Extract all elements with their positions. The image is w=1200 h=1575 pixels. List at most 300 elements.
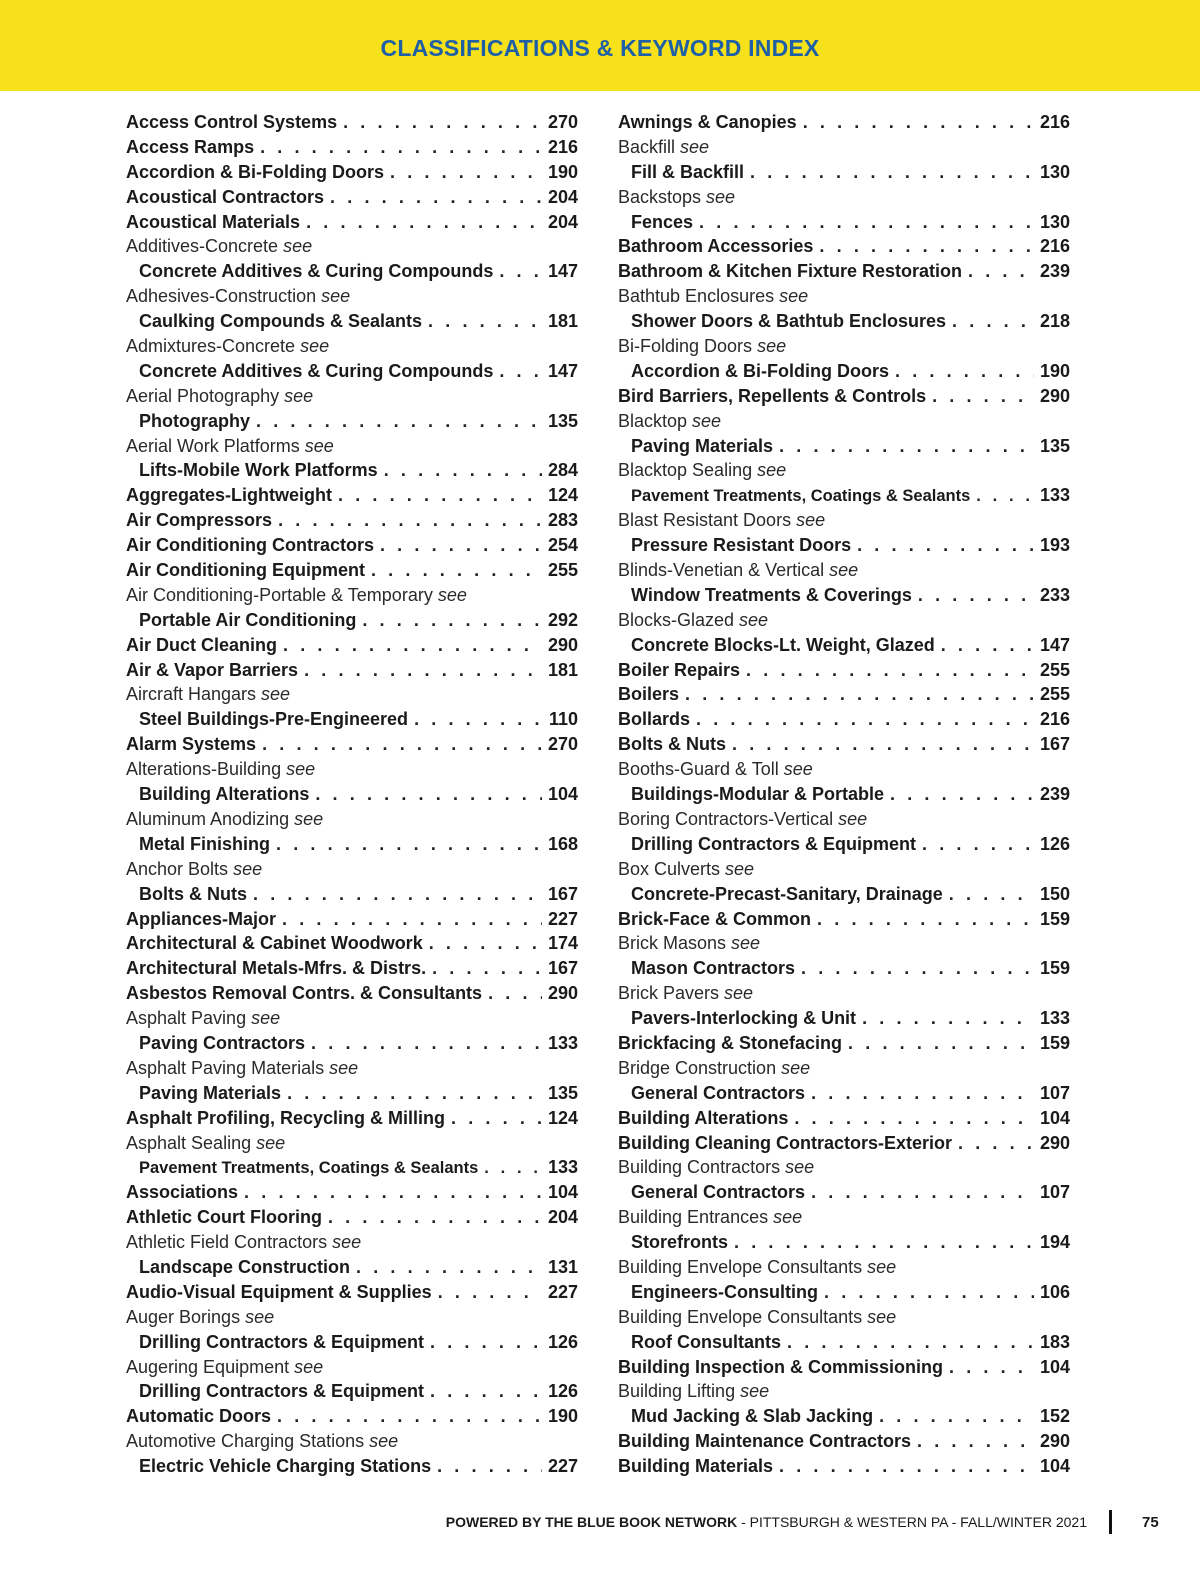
page-ref: 290 [1039,385,1070,406]
page-ref: 239 [1039,261,1070,282]
entry-label: Fill & Backfill [631,161,745,182]
index-entry [618,732,1070,757]
see-reference: see [300,336,330,357]
index-entry [126,1131,578,1156]
index-entry [126,1031,578,1056]
entry-label: Storefronts [631,1232,729,1253]
entry-label: Fences [631,211,694,232]
page-ref: 190 [547,161,578,182]
entry-label: Air Compressors [126,510,273,531]
page-ref: 104 [1039,1107,1070,1128]
page-ref: 126 [547,1331,578,1352]
page-ref: 133 [1039,1008,1070,1029]
entry-label: Pavement Treatments, Coatings & Sealants [631,487,971,506]
dot-leader [304,658,542,683]
dot-leader [384,458,542,483]
index-entry [618,434,1070,459]
dot-leader [380,533,542,558]
entry-label: Access Control Systems [126,112,338,132]
see-reference: see [692,410,722,431]
entry-label: Mason Contractors [631,958,796,979]
dot-leader [282,907,542,932]
entry-label: Landscape Construction [139,1256,351,1277]
page-ref: 104 [1039,1356,1070,1377]
entry-label: Pavers-Interlocking & Unit [631,1008,857,1029]
entry-label: Building Alterations [618,1107,789,1128]
index-entry [126,1056,578,1081]
entry-label: Building Materials [618,1456,774,1477]
entry-label: Architectural & Cabinet Woodwork [126,933,423,954]
page-ref: 227 [547,1281,578,1302]
index-entry [618,608,1070,633]
dot-leader [811,1180,1034,1205]
index-entry [126,757,578,782]
dot-leader [278,508,542,533]
index-entry [618,185,1070,210]
dot-leader [918,583,1034,608]
entry-label: Automotive Charging Stations [126,1431,365,1452]
page-ref: 133 [1039,485,1070,506]
page-ref: 147 [547,360,578,381]
page-ref: 124 [547,1107,578,1128]
entry-label: Asbestos Removal Contrs. & Consultants [126,983,483,1004]
dot-leader [848,1031,1034,1056]
entry-label: Admixtures-Concrete [126,336,296,357]
index-entry [618,1081,1070,1106]
index-entry [618,1355,1070,1380]
entry-label: Air Conditioning Contractors [126,535,374,556]
entry-label: Athletic Field Contractors [126,1232,328,1253]
index-entry [618,135,1070,160]
dot-leader [976,484,1034,508]
see-reference: see [796,510,826,531]
entry-label: General Contractors [631,1082,806,1103]
dot-leader [685,682,1034,707]
page-ref: 104 [1039,1456,1070,1477]
dot-leader [787,1330,1034,1355]
footer-region: - PITTSBURGH & WESTERN PA - FALL/WINTER 2021 [737,1514,1087,1530]
entry-label: Concrete Additives & Curing Compounds [139,261,494,282]
index-entry [618,1379,1070,1404]
index-entry [618,832,1070,857]
dot-leader [696,707,1034,732]
index-entry [618,1255,1070,1280]
entry-label: Building Envelope Consultants [618,1306,863,1327]
entry-label: Additives-Concrete [126,236,279,257]
entry-label: Brickfacing & Stonefacing [618,1032,843,1053]
index-entry [618,483,1070,508]
index-entry [126,284,578,309]
index-entry [126,1081,578,1106]
dot-leader [857,533,1034,558]
entry-label: Engineers-Consulting [631,1281,819,1302]
dot-leader [328,1205,542,1230]
dot-leader [287,1081,542,1106]
dot-leader [414,707,542,732]
entry-label: Aerial Photography [126,385,280,406]
see-reference: see [233,858,263,879]
index-entry [618,857,1070,882]
see-reference: see [739,609,769,630]
entry-label: Blinds-Venetian & Vertical [618,560,825,581]
index-entry [126,807,578,832]
page-ref: 135 [1039,435,1070,456]
see-reference: see [829,560,859,581]
page-ref: 270 [547,734,578,755]
page-ref: 255 [547,560,578,581]
index-entry [618,1305,1070,1330]
page-ref: 104 [547,784,578,805]
dot-leader [306,210,542,235]
index-entry [126,1280,578,1305]
entry-label: Building Maintenance Contractors [618,1431,912,1452]
index-entry [126,1330,578,1355]
index-entry [618,707,1070,732]
see-reference: see [867,1306,897,1327]
page-title: CLASSIFICATIONS & KEYWORD INDEX [380,35,820,61]
entry-label: Access Ramps [126,136,255,157]
entry-label: Acoustical Materials [126,211,301,232]
index-entry [126,857,578,882]
index-entry [618,1205,1070,1230]
entry-label: Asphalt Profiling, Recycling & Milling [126,1107,446,1128]
dot-leader [824,1280,1034,1305]
index-entry [618,1131,1070,1156]
page-ref: 227 [547,1456,578,1477]
dot-leader [338,483,542,508]
see-reference: see [329,1057,359,1078]
page-ref: 152 [1039,1406,1070,1427]
index-entry [618,1280,1070,1305]
page-ref: 216 [1039,709,1070,730]
index-entry [618,359,1070,384]
see-reference: see [740,1381,770,1402]
dot-leader [499,359,542,384]
index-entry [126,1155,578,1180]
entry-label: Aluminum Anodizing [126,808,290,829]
see-reference: see [284,385,314,406]
page-ref: 216 [1039,236,1070,257]
header-banner [0,0,1200,91]
see-reference: see [781,1057,811,1078]
dot-leader [244,1180,542,1205]
entry-label: Buildings-Modular & Portable [631,784,885,805]
dot-leader [430,1330,542,1355]
entry-label: Concrete-Precast-Sanitary, Drainage [631,883,943,904]
page-ref: 290 [1039,1132,1070,1153]
dot-leader [488,981,542,1006]
index-entry [126,259,578,284]
page-footer [0,1510,1200,1538]
index-entry [126,931,578,956]
index-entry [618,1454,1070,1479]
index-entry [618,907,1070,932]
entry-label: Boring Contractors-Vertical [618,808,834,829]
dot-leader [862,1006,1034,1031]
index-entry [618,160,1070,185]
entry-label: Drilling Contractors & Equipment [631,833,917,854]
index-entry [126,1006,578,1031]
page-ref: 150 [1039,883,1070,904]
entry-label: Portable Air Conditioning [139,609,357,630]
entry-label: Asphalt Sealing [126,1132,252,1153]
page-ref: 110 [548,709,578,730]
entry-label: Bolts & Nuts [139,883,247,904]
dot-leader [949,1355,1034,1380]
dot-leader [260,135,542,160]
entry-label: Mud Jacking & Slab Jacking [631,1406,874,1427]
see-reference: see [321,286,351,307]
index-entry [618,558,1070,583]
entry-label: Drilling Contractors & Equipment [139,1331,425,1352]
dot-leader [879,1404,1034,1429]
entry-label: Brick Masons [618,933,727,954]
index-column-left [126,110,578,1479]
page-ref: 183 [1039,1331,1070,1352]
index-entry [126,508,578,533]
entry-label: Building Envelope Consultants [618,1256,863,1277]
page-ref: 284 [547,460,578,481]
see-reference: see [261,684,291,705]
dot-leader [390,160,542,185]
entry-label: Asphalt Paving Materials [126,1057,325,1078]
page-ref: 204 [547,211,578,232]
entry-label: Bollards [618,709,691,730]
page-ref: 174 [547,933,578,954]
index-entry [618,1106,1070,1131]
entry-label: Blacktop [618,410,688,431]
dot-leader [276,832,542,857]
index-entry [618,533,1070,558]
entry-label: Accordion & Bi-Folding Doors [631,360,889,381]
footer-divider [1109,1510,1112,1534]
dot-leader [343,110,542,135]
entry-label: Architectural Metals-Mfrs. & Distrs. [126,958,427,979]
dot-leader [429,931,542,956]
index-entry [126,234,578,259]
dot-leader [430,1379,542,1404]
see-reference: see [731,933,761,954]
dot-leader [941,633,1034,658]
entry-label: Building Entrances [618,1207,769,1228]
entry-label: Box Culverts [618,858,721,879]
index-entry [618,284,1070,309]
entry-label: Acoustical Contractors [126,186,325,207]
dot-leader [750,160,1034,185]
entry-label: Brick Pavers [618,983,720,1004]
index-entry [618,782,1070,807]
dot-leader [932,384,1034,409]
dot-leader [432,956,542,981]
entry-label: Building Cleaning Contractors-Exterior [618,1132,953,1153]
see-reference: see [294,808,324,829]
see-reference: see [757,336,787,357]
entry-label: Air Duct Cleaning [126,634,278,655]
dot-leader [451,1106,542,1131]
dot-leader [371,558,542,583]
dot-leader [890,782,1034,807]
index-entry [126,1305,578,1330]
entry-label: Automatic Doors [126,1406,272,1427]
index-entry [618,1180,1070,1205]
page-ref: 159 [1039,958,1070,979]
dot-leader [895,359,1034,384]
dot-leader [952,309,1034,334]
index-entry [126,956,578,981]
see-reference: see [783,759,813,780]
entry-label: Backstops [618,186,702,207]
page-ref: 254 [547,535,578,556]
entry-label: Drilling Contractors & Equipment [139,1381,425,1402]
index-entry [618,1031,1070,1056]
dot-leader [438,1280,542,1305]
index-entry [126,583,578,608]
index-entry [126,633,578,658]
entry-label: Air Conditioning-Portable & Temporary [126,584,433,605]
page-ref: 135 [547,410,578,431]
entry-label: Building Inspection & Commissioning [618,1356,944,1377]
entry-label: Lifts-Mobile Work Platforms [139,460,378,481]
dot-leader [734,1230,1034,1255]
entry-label: Bolts & Nuts [618,734,726,755]
index-entry [126,210,578,235]
index-entry [618,1330,1070,1355]
index-entry [126,782,578,807]
dot-leader [256,409,542,434]
see-reference: see [304,435,334,456]
entry-label: Bird Barriers, Repellents & Controls [618,385,927,406]
index-entry [126,434,578,459]
entry-label: Metal Finishing [139,833,271,854]
entry-label: Bathroom & Kitchen Fixture Restoration [618,261,963,282]
index-entry [618,110,1070,135]
page-ref: 107 [1039,1082,1070,1103]
entry-label: Building Alterations [139,784,310,805]
entry-label: Blocks-Glazed [618,609,735,630]
page-ref: 147 [1039,634,1070,655]
dot-leader [917,1429,1034,1454]
entry-label: Shower Doors & Bathtub Enclosures [631,311,947,332]
index-entry [126,384,578,409]
index-entry [126,1106,578,1131]
dot-leader [732,732,1034,757]
index-entry [618,583,1070,608]
entry-label: Athletic Court Flooring [126,1207,322,1228]
index-entry [618,384,1070,409]
entry-label: Auger Borings [126,1306,241,1327]
page-ref: 290 [547,634,578,655]
index-entry [126,160,578,185]
index-entry [618,807,1070,832]
dot-leader [362,608,542,633]
index-entry [126,832,578,857]
entry-label: Audio-Visual Equipment & Supplies [126,1281,432,1302]
page-ref: 204 [547,186,578,207]
page-ref: 216 [547,136,578,157]
index-entry [126,1230,578,1255]
index-entry [618,309,1070,334]
index-entry [618,1404,1070,1429]
footer-brand: POWERED BY THE BLUE BOOK NETWORK [445,1514,738,1530]
dot-leader [803,110,1034,135]
see-reference: see [838,808,868,829]
see-reference: see [757,460,787,481]
index-entry [618,1056,1070,1081]
footer-text [446,1514,1087,1530]
index-column-right [618,110,1070,1479]
dot-leader [746,658,1034,683]
index-entry [126,309,578,334]
page-ref: 167 [547,958,578,979]
entry-label: Associations [126,1182,239,1203]
page-ref: 181 [547,659,578,680]
page-ref: 168 [547,833,578,854]
see-reference: see [437,584,467,605]
entry-label: Electric Vehicle Charging Stations [139,1456,432,1477]
index-entry [126,1255,578,1280]
dot-leader [311,1031,542,1056]
entry-label: Pavement Treatments, Coatings & Sealants [139,1159,479,1178]
see-reference: see [680,136,710,157]
entry-label: Window Treatments & Coverings [631,584,912,605]
entry-label: Roof Consultants [631,1331,781,1352]
index-entry [126,981,578,1006]
see-reference: see [706,186,736,207]
index-entry [618,931,1070,956]
entry-label: Boiler Repairs [618,659,741,680]
index-entry [126,1454,578,1479]
index-entry [126,185,578,210]
index-entry [618,1429,1070,1454]
page-ref: 233 [1039,584,1070,605]
index-entry [126,682,578,707]
entry-label: Alterations-Building [126,759,282,780]
index-entry [618,956,1070,981]
page-ref: 159 [1039,1032,1070,1053]
index-entry [126,707,578,732]
page-ref: 216 [1039,112,1070,132]
see-reference: see [725,858,755,879]
entry-label: Asphalt Paving [126,1008,247,1029]
index-entry [618,882,1070,907]
index-entry [126,359,578,384]
index-entry [618,658,1070,683]
index-entry [618,981,1070,1006]
page-ref: 135 [547,1082,578,1103]
dot-leader [811,1081,1034,1106]
page-ref: 133 [547,1157,578,1178]
page-ref: 147 [547,261,578,282]
dot-leader [315,782,542,807]
index-entry [126,1180,578,1205]
see-reference: see [286,759,316,780]
page-ref: 190 [1039,360,1070,381]
page-number: 75 [1142,1514,1159,1531]
entry-label: Aircraft Hangars [126,684,257,705]
page-ref: 104 [547,1182,578,1203]
entry-label: Bridge Construction [618,1057,777,1078]
page-ref: 106 [1039,1281,1070,1302]
see-reference: see [245,1306,275,1327]
index-entry [126,533,578,558]
index-entry [126,334,578,359]
index-entry [126,1404,578,1429]
dot-leader [819,234,1034,259]
index-entry [618,259,1070,284]
index-entry [618,409,1070,434]
entry-label: Concrete Blocks-Lt. Weight, Glazed [631,634,935,655]
page-ref: 159 [1039,908,1070,929]
